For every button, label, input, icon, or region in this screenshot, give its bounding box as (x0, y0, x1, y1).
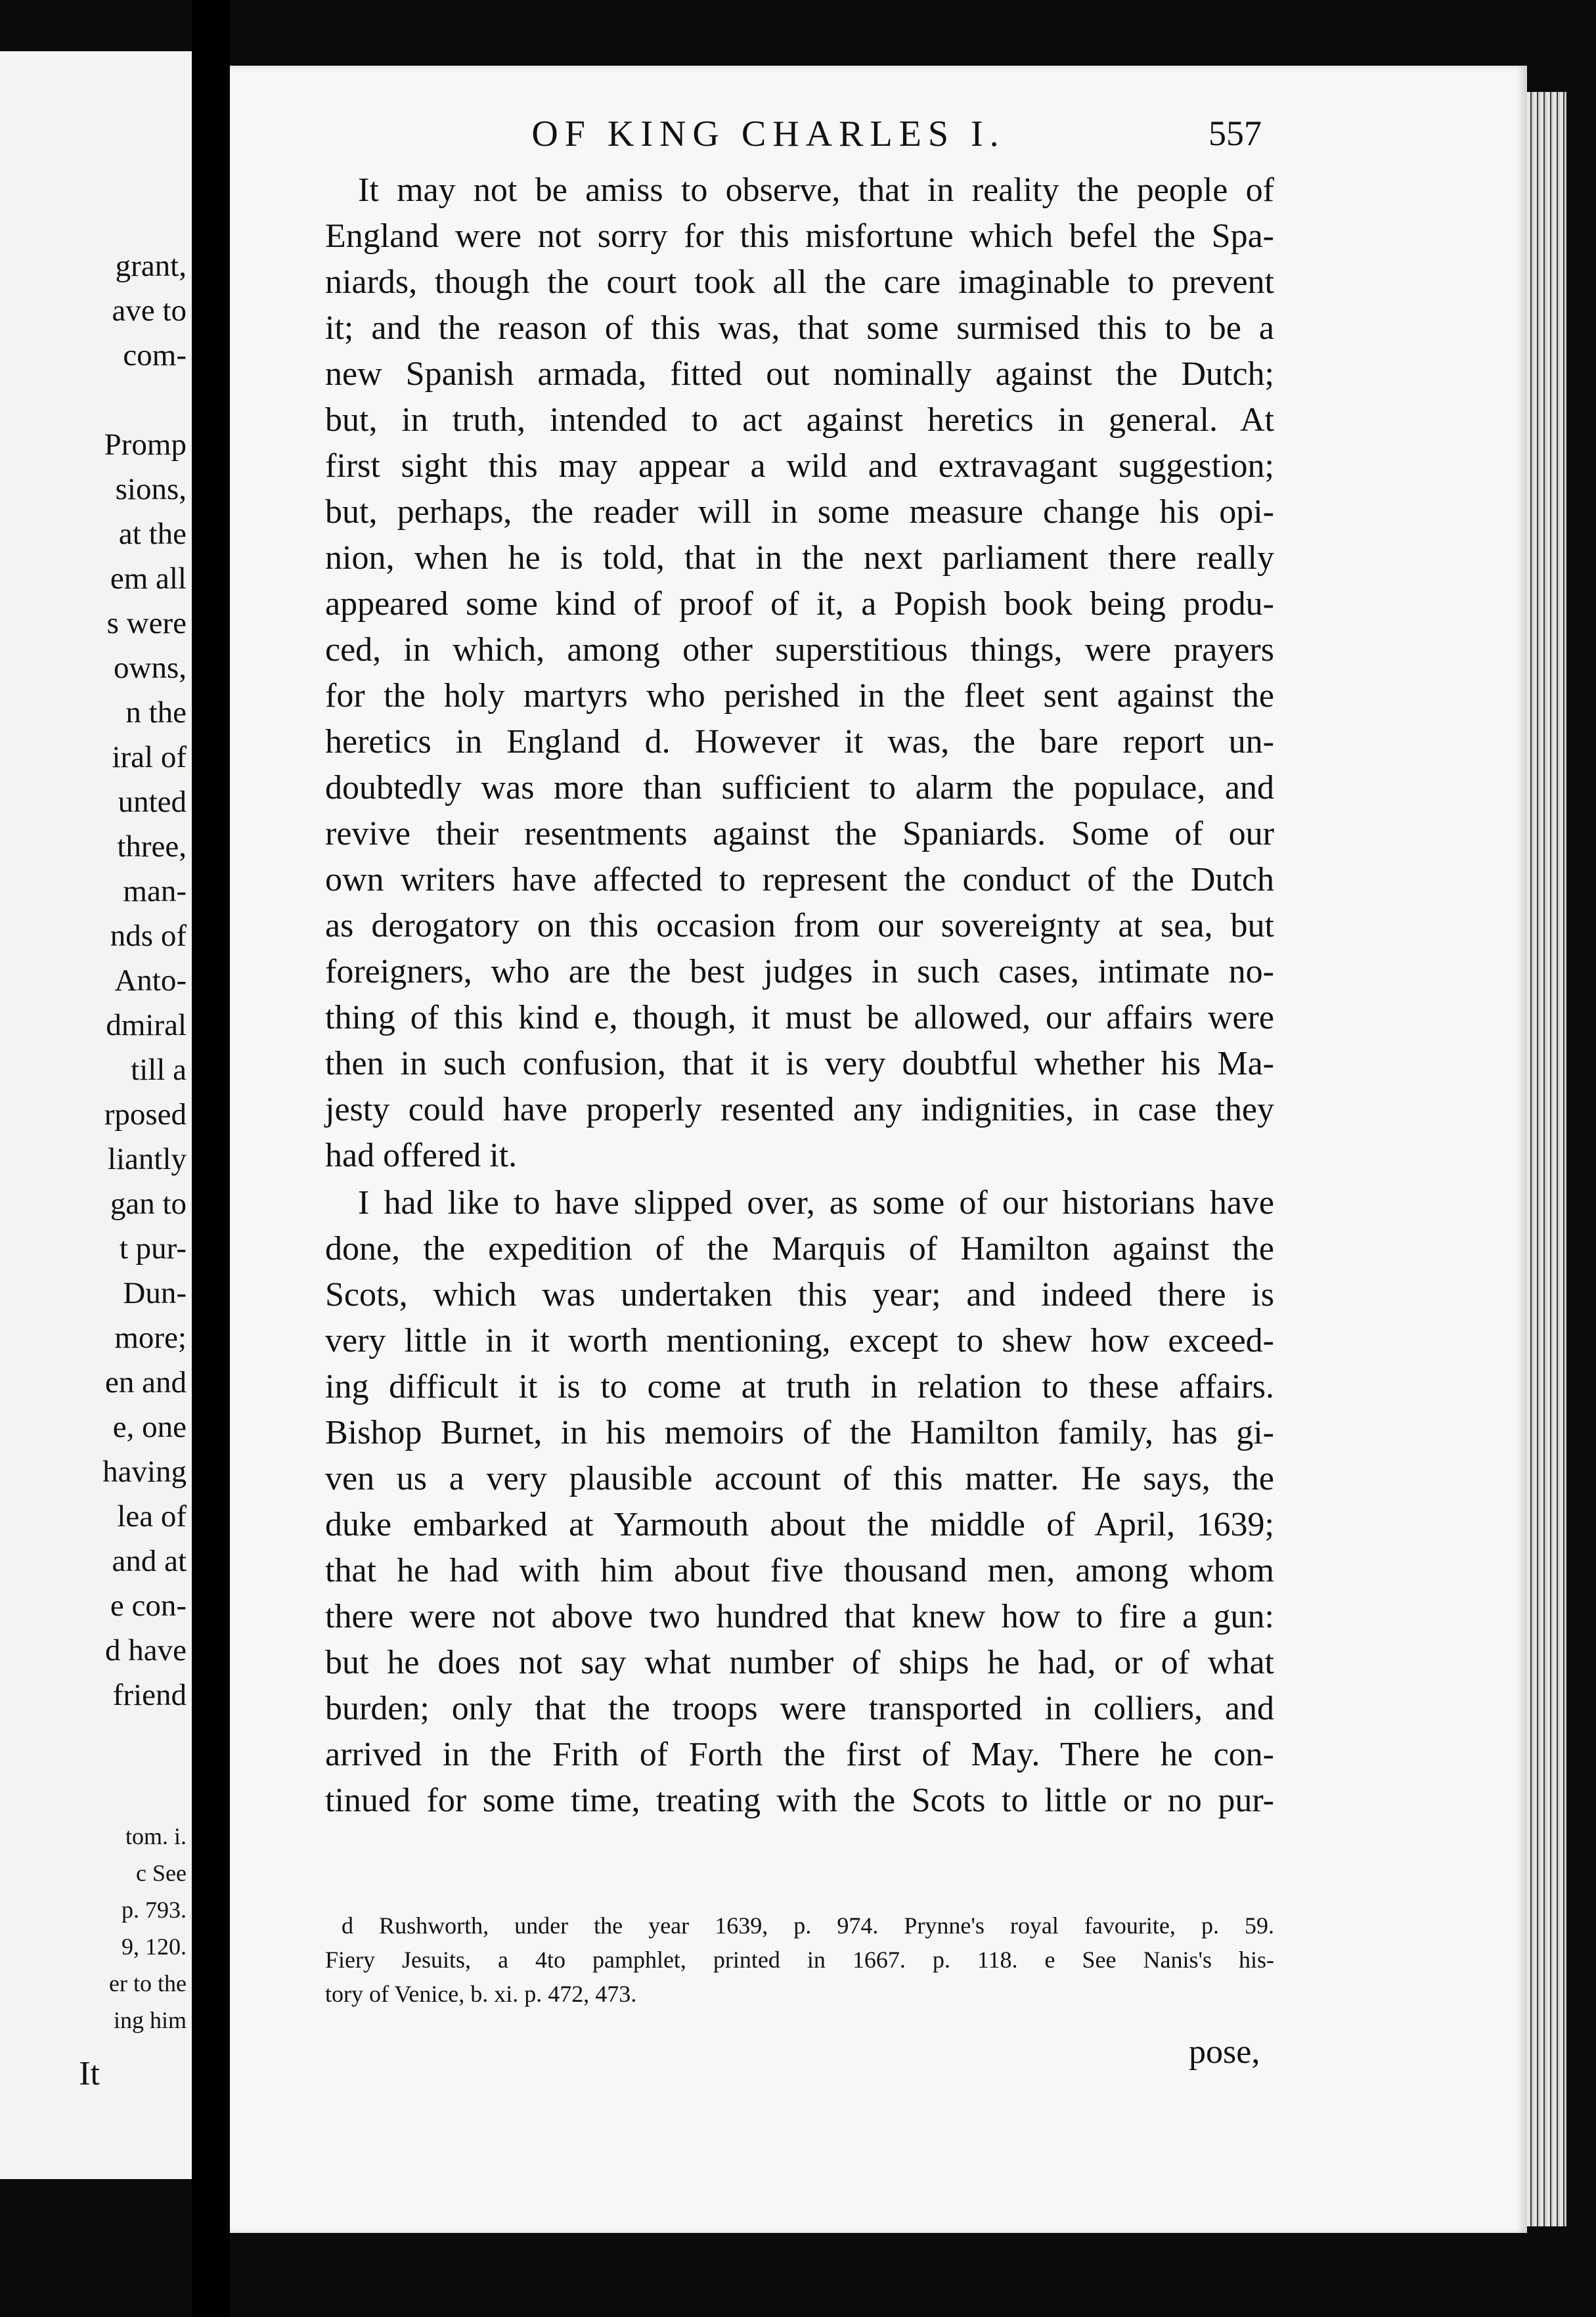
text-line: ven us a very plausible account of this matter. He says, the (325, 1460, 1274, 1497)
text-line: own writers have affected to represent the conduct of the Dutch (325, 861, 1274, 898)
text-line: England were not sorry for this misfortune which befel the Spa- (325, 217, 1274, 255)
facing-footnote: p. 793. (122, 1897, 187, 1923)
facing-line: t pur- (119, 1231, 187, 1266)
facing-line: lea of (117, 1499, 187, 1534)
facing-line: en and (105, 1365, 187, 1400)
text-line: first sight this may appear a wild and extravagant suggestion; (325, 447, 1274, 485)
running-head: OF KING CHARLES I. (531, 114, 1006, 154)
facing-footnote: c See (136, 1860, 187, 1886)
facing-line: owns, (114, 651, 187, 685)
facing-line: n the (125, 695, 187, 730)
text-line: for the holy martyrs who perished in the fleet sent against the (325, 677, 1274, 715)
facing-line: ave to (112, 294, 187, 328)
facing-line: more; (114, 1321, 187, 1355)
facing-line: nds of (110, 919, 187, 953)
facing-line: d have (105, 1633, 187, 1667)
facing-catchword: It (79, 2055, 100, 2092)
text-line: Scots, which was undertaken this year; and indeed there is (325, 1276, 1274, 1313)
facing-footnote: 9, 120. (122, 1933, 187, 1960)
text-line: ing difficult it is to come at truth in relation to these affairs. (325, 1368, 1274, 1405)
facing-line: three, (117, 829, 187, 864)
facing-line: grant, (115, 249, 187, 283)
facing-line: friend (112, 1678, 187, 1712)
text-line: nion, when he is told, that in the next parliament there really (325, 539, 1274, 577)
text-line: that he had with him about five thousand men, among whom (325, 1552, 1274, 1589)
facing-line: s were (106, 606, 187, 640)
facing-footnote: tom. i. (125, 1823, 187, 1849)
text-line: foreigners, who are the best judges in such cases, intimate no- (325, 953, 1274, 990)
text-line: I had like to have slipped over, as some of our historians have (358, 1184, 1274, 1222)
facing-line: iral of (112, 740, 187, 774)
text-line: duke embarked at Yarmouth about the middle of April, 1639; (325, 1506, 1274, 1543)
text-line: ced, in which, among other superstitious things, were prayers (325, 631, 1274, 669)
facing-line: dmiral (106, 1008, 187, 1042)
text-line: tinued for some time, treating with the Scots to little or no pur- (325, 1782, 1274, 1819)
facing-page-fragment (0, 51, 194, 2179)
footnotes (325, 1909, 1274, 2011)
main-text (325, 167, 1274, 1824)
facing-footnote: er to the (109, 1970, 187, 1997)
facing-line: unted (118, 785, 187, 819)
facing-line: e, one (112, 1410, 187, 1444)
text-line: done, the expedition of the Marquis of Hamilton against the (325, 1230, 1274, 1268)
facing-line: having (102, 1455, 187, 1489)
text-line: had offered it. (325, 1137, 518, 1174)
text-line: it; and the reason of this was, that some surmised this to be a (325, 309, 1274, 347)
book-gutter (192, 0, 230, 2317)
facing-line: com- (123, 338, 187, 372)
footnote-line: Fiery Jesuits, a 4to pamphlet, printed in 1667. p. 118. e See Nanis's his- (325, 1947, 1274, 1973)
text-line: very little in it worth mentioning, except to shew how exceed- (325, 1322, 1274, 1359)
text-line: as derogatory on this occasion from our sovereignty at sea, but (325, 907, 1274, 944)
text-line: It may not be amiss to observe, that in reality the people of (358, 171, 1274, 209)
facing-line: till a (131, 1053, 187, 1087)
footnote-line: tory of Venice, b. xi. p. 472, 473. (325, 1981, 637, 2007)
text-line: jesty could have properly resented any indignities, in case they (325, 1091, 1274, 1128)
facing-line: Promp (104, 428, 187, 462)
paragraph (325, 1180, 1274, 1824)
page-number: 557 (1208, 114, 1262, 153)
text-line: new Spanish armada, fitted out nominally against the Dutch; (325, 355, 1274, 393)
facing-line: at the (118, 517, 187, 551)
text-line: but he does not say what number of ships he had, or of what (325, 1644, 1274, 1681)
facing-line: e con- (110, 1589, 187, 1623)
text-line: then in such confusion, that it is very doubtful whether his Ma- (325, 1045, 1274, 1082)
facing-footnote: ing him (113, 2007, 187, 2033)
facing-line: sions, (115, 472, 187, 506)
facing-line: man- (123, 874, 187, 908)
paragraph (325, 167, 1274, 1179)
text-line: appeared some kind of proof of it, a Popish book being produ- (325, 585, 1274, 623)
facing-line: rposed (104, 1097, 187, 1132)
text-line: burden; only that the troops were transported in colliers, and (325, 1690, 1274, 1727)
text-line: but, in truth, intended to act against heretics in general. At (325, 401, 1274, 439)
text-line: revive their resentments against the Spaniards. Some of our (325, 815, 1274, 852)
facing-line: gan to (110, 1187, 187, 1221)
text-line: heretics in England d. However it was, the bare report un- (325, 723, 1274, 761)
text-line: there were not above two hundred that knew how to fire a gun: (325, 1598, 1274, 1635)
catchword: pose, (1189, 2033, 1260, 2071)
facing-line: liantly (107, 1142, 187, 1176)
facing-line: em all (110, 562, 187, 596)
facing-line: Dun- (123, 1276, 187, 1310)
text-line: doubtedly was more than sufficient to alarm the populace, and (325, 769, 1274, 806)
facing-line: Anto- (114, 963, 187, 998)
text-line: niards, though the court took all the care imaginable to prevent (325, 263, 1274, 301)
text-line: Bishop Burnet, in his memoirs of the Hamilton family, has gi- (325, 1414, 1274, 1451)
text-line: but, perhaps, the reader will in some measure change his opi- (325, 493, 1274, 531)
text-line: arrived in the Frith of Forth the first of May. There he con- (325, 1736, 1274, 1773)
footnote-line: d Rushworth, under the year 1639, p. 974. Prynne's royal favourite, p. 59. (342, 1912, 1274, 1939)
text-line: thing of this kind e, though, it must be allowed, our affairs were (325, 999, 1274, 1036)
facing-line: and at (112, 1544, 187, 1578)
page-edges (1527, 92, 1566, 2226)
